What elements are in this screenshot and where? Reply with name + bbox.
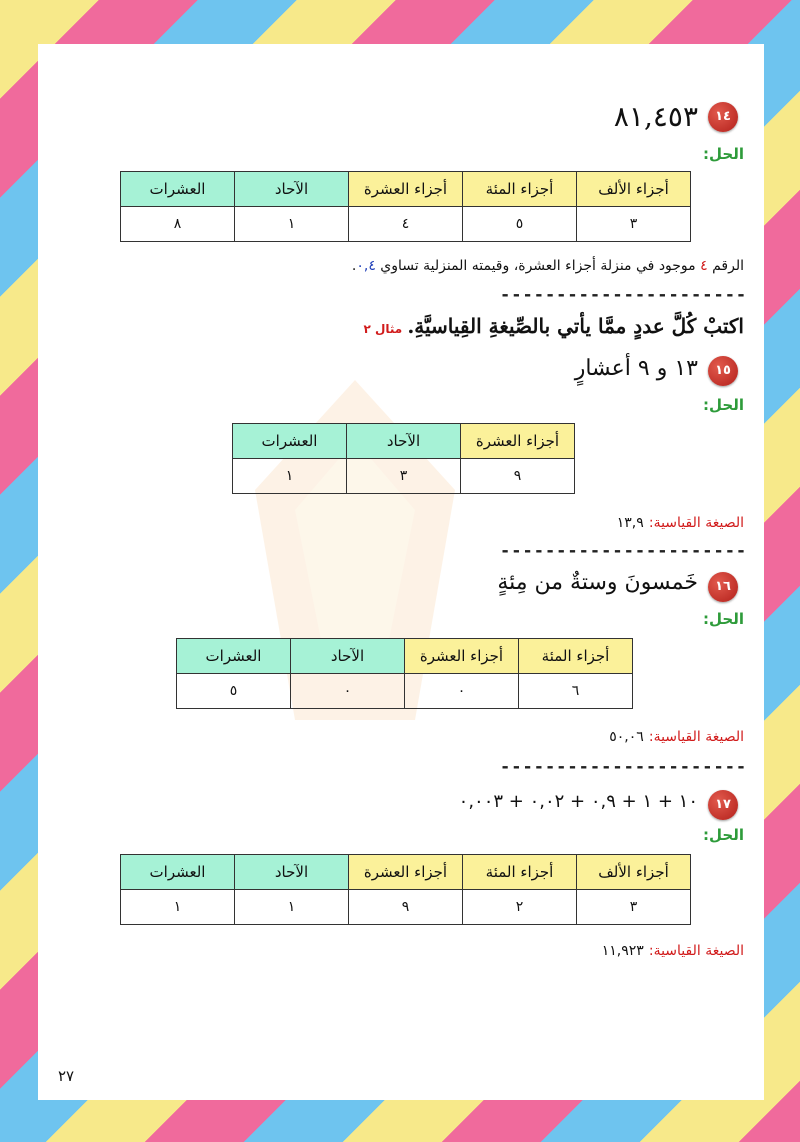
- question-15-badge: ١٥: [708, 356, 738, 386]
- header-thousandths: أجزاء الألف: [577, 172, 691, 207]
- standard-form-15: [617, 512, 744, 531]
- header-hundredths: أجزاء المئة: [463, 172, 577, 207]
- cell-tenths: ٩: [461, 459, 575, 494]
- cell-tens: ٥: [177, 674, 291, 709]
- solution-label-14: الحل:: [703, 145, 744, 163]
- cell-tens: ١: [233, 459, 347, 494]
- cell-tenths: ٩: [349, 890, 463, 925]
- solution-label-16: الحل:: [703, 610, 744, 628]
- header-tenths: أجزاء العشرة: [349, 855, 463, 890]
- example-reference: مثال ٢: [363, 322, 403, 336]
- instruction-line: [363, 314, 744, 338]
- solution-label-15: الحل:: [703, 396, 744, 414]
- cell-hundredths: ٥: [463, 207, 577, 242]
- place-value-table-14: [120, 171, 691, 242]
- standard-form-value: ١١,٩٢٣: [601, 943, 644, 959]
- cell-ones: ٠: [291, 674, 405, 709]
- cell-ones: ١: [235, 890, 349, 925]
- instruction-text: اكتبْ كُلَّ عددٍ ممَّا يأتي بالصِّيغةِ القِياسيَّةِ.: [407, 314, 744, 338]
- standard-form-label: الصيغة القياسية:: [648, 515, 744, 531]
- question-14-number: ٨١,٤٥٣: [613, 100, 698, 133]
- cell-ones: ١: [235, 207, 349, 242]
- question-16-prompt: خَمسونَ وستةٌ من مِئةٍ: [497, 570, 698, 595]
- cell-tenths: ٤: [349, 207, 463, 242]
- place-value-table-15: [232, 423, 575, 494]
- standard-form-label: الصيغة القياسية:: [648, 729, 744, 745]
- question-15-prompt: ١٣ و ٩ أعشارٍ: [574, 356, 698, 381]
- cell-tens: ١: [121, 890, 235, 925]
- cell-thousandths: ٣: [577, 890, 691, 925]
- separator-line: ----------------------: [500, 541, 748, 561]
- standard-form-value: ٥٠,٠٦: [609, 729, 644, 745]
- cell-hundredths: ٦: [519, 674, 633, 709]
- header-ones: الآحاد: [235, 172, 349, 207]
- cell-thousandths: ٣: [577, 207, 691, 242]
- cell-tenths: ٠: [405, 674, 519, 709]
- cell-hundredths: ٢: [463, 890, 577, 925]
- cell-ones: ٣: [347, 459, 461, 494]
- standard-form-value: ١٣,٩: [616, 515, 644, 531]
- question-17-badge: ١٧: [708, 790, 738, 820]
- separator-line: ----------------------: [500, 757, 748, 777]
- separator-line: ----------------------: [500, 285, 748, 305]
- place-value-table-17: [120, 854, 691, 925]
- solution-label-17: الحل:: [703, 826, 744, 844]
- header-thousandths: أجزاء الألف: [577, 855, 691, 890]
- header-hundredths: أجزاء المئة: [519, 639, 633, 674]
- place-value-table-16: [176, 638, 633, 709]
- question-14-badge: ١٤: [708, 102, 738, 132]
- place-value-sentence: الرقم ٤ موجود في منزلة أجزاء العشرة، وقيمته المنزلية تساوي ٠,٤.: [351, 258, 744, 274]
- header-tenths: أجزاء العشرة: [349, 172, 463, 207]
- header-ones: الآحاد: [235, 855, 349, 890]
- header-tenths: أجزاء العشرة: [405, 639, 519, 674]
- header-ones: الآحاد: [291, 639, 405, 674]
- standard-form-17: [602, 940, 744, 959]
- header-ones: الآحاد: [347, 424, 461, 459]
- header-tens: العشرات: [121, 855, 235, 890]
- header-hundredths: أجزاء المئة: [463, 855, 577, 890]
- cell-tens: ٨: [121, 207, 235, 242]
- header-tenths: أجزاء العشرة: [461, 424, 575, 459]
- page-number: ٢٧: [58, 1067, 75, 1085]
- question-17-expression: ١٠ + ١ + ٠,٩ + ٠,٠٢ + ٠,٠٠٣: [458, 791, 698, 812]
- standard-form-label: الصيغة القياسية:: [648, 943, 744, 959]
- standard-form-16: [609, 726, 744, 745]
- header-tens: العشرات: [121, 172, 235, 207]
- header-tens: العشرات: [177, 639, 291, 674]
- question-16-badge: ١٦: [708, 572, 738, 602]
- header-tens: العشرات: [233, 424, 347, 459]
